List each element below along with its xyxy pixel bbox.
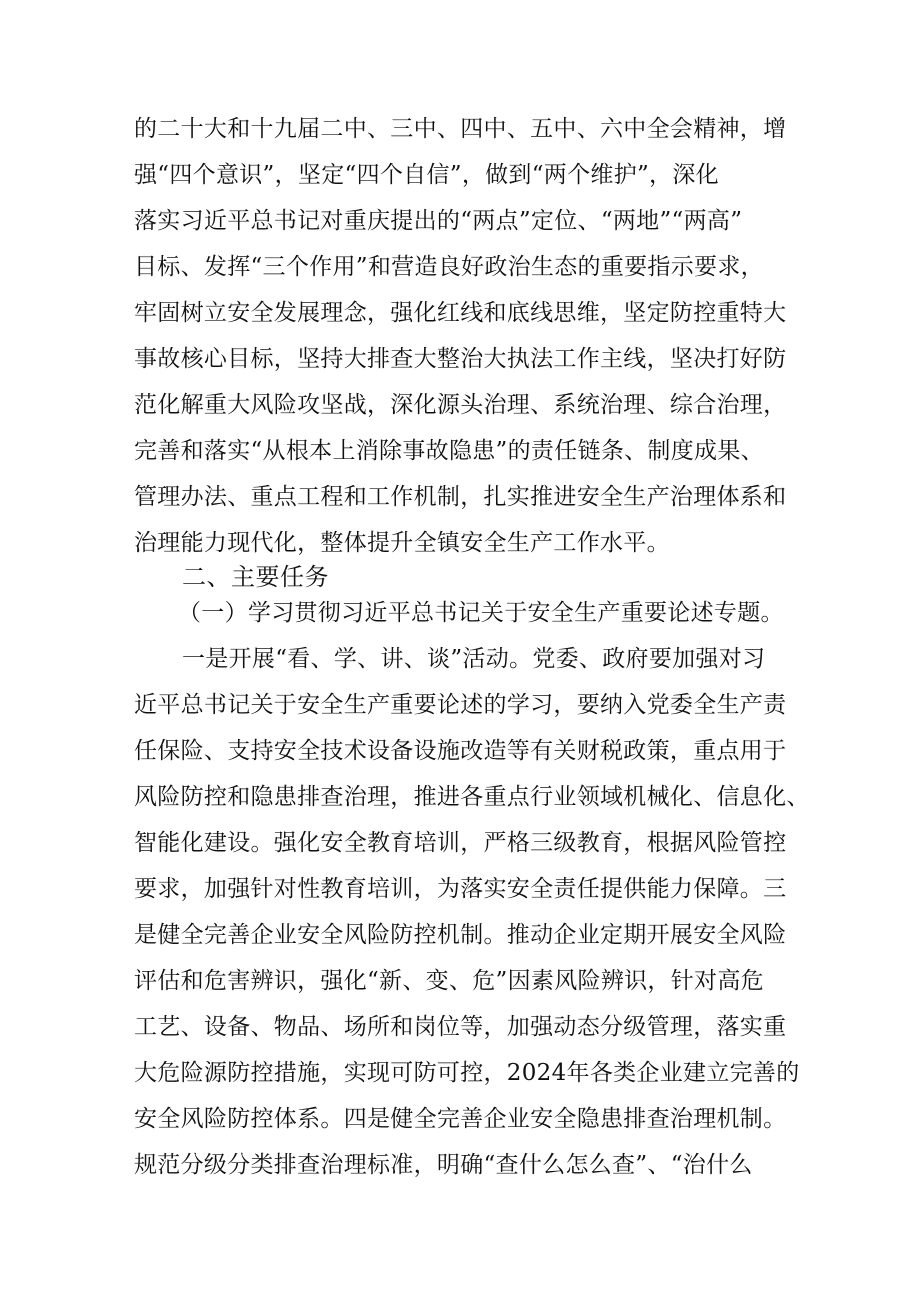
- section-heading: 二、主要任务: [182, 563, 329, 591]
- paragraph-line: 是健全完善企业安全风险防控机制。推动企业定期开展安全风险: [134, 922, 787, 948]
- paragraph-line: 大危险源防控措施，实现可防可控，2024年各类企业建立完善的: [134, 1060, 800, 1086]
- paragraph-line: 智能化建设。强化安全教育培训，严格三级教育，根据风险管控: [134, 830, 787, 856]
- paragraph-line: 强“四个意识”，坚定“四个自信”，做到“两个维护”，深化: [134, 162, 719, 188]
- paragraph-line: 评估和危害辨识，强化“新、变、危”因素风险辨识，针对高危: [134, 968, 764, 994]
- paragraph-line: 近平总书记关于安全生产重要论述的学习，要纳入党委全生产责: [134, 692, 787, 718]
- paragraph-line: 治理能力现代化，整体提升全镇安全生产工作水平。: [134, 530, 670, 556]
- paragraph-line: 牢固树立安全发展理念，强化红线和底线思维，坚定防控重特大: [134, 300, 787, 326]
- paragraph-line: 管理办法、重点工程和工作机制，扎实推进安全生产治理体系和: [134, 484, 787, 510]
- paragraph-line: 落实习近平总书记对重庆提出的“两点”定位、“两地”“两高”: [134, 208, 743, 234]
- paragraph-line: 要求，加强针对性教育培训，为落实安全责任提供能力保障。三: [134, 876, 787, 902]
- paragraph-line: 的二十大和十九届二中、三中、四中、五中、六中全会精神，增: [134, 116, 787, 142]
- paragraph-line: 风险防控和隐患排查治理，推进各重点行业领域机械化、信息化、: [134, 784, 810, 810]
- paragraph-line: 完善和落实“从根本上消除事故隐患”的责任链条、制度成果、: [134, 438, 764, 464]
- paragraph-line: 任保险、支持安全技术设备设施改造等有关财税政策，重点用于: [134, 738, 787, 764]
- paragraph-line: 安全风险防控体系。四是健全完善企业安全隐患排查治理机制。: [134, 1106, 787, 1132]
- paragraph-line: 一是开展“看、学、讲、谈”活动。党委、政府要加强对习: [182, 646, 766, 672]
- paragraph-line: 事故核心目标，坚持大排查大整治大执法工作主线，坚决打好防: [134, 346, 787, 372]
- paragraph-line: 范化解重大风险攻坚战，深化源头治理、系统治理、综合治理，: [134, 392, 787, 418]
- subsection-title: （一）学习贯彻习近平总书记关于安全生产重要论述专题。: [178, 600, 784, 626]
- paragraph-line: 目标、发挥“三个作用”和营造良好政治生态的重要指示要求，: [134, 254, 764, 280]
- paragraph-line: 工艺、设备、物品、场所和岗位等，加强动态分级管理，落实重: [134, 1014, 787, 1040]
- paragraph-line: 规范分级分类排查治理标准，明确“查什么怎么查”、“治什么: [134, 1152, 753, 1178]
